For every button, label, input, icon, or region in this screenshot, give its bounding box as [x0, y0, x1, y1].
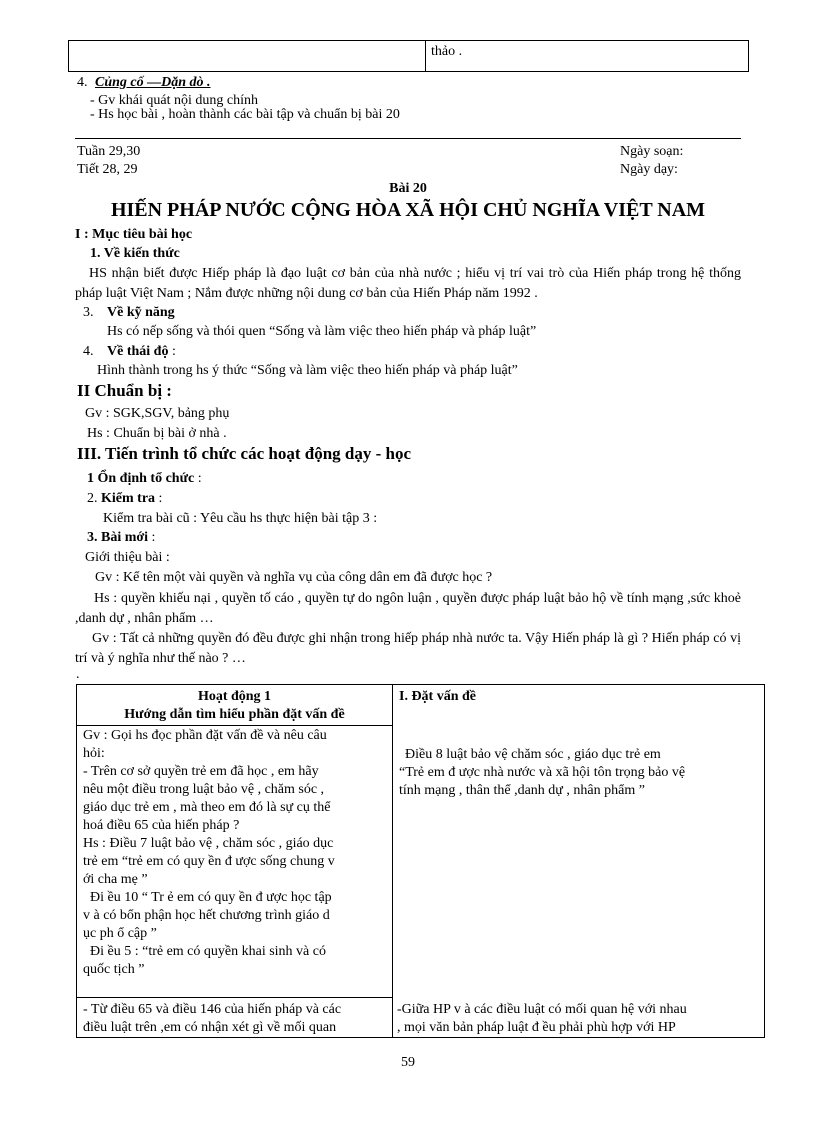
part1-heading: I : Mục tiêu bài học	[75, 227, 193, 242]
part1-s3-heading	[83, 343, 176, 361]
table-row-divider	[77, 725, 392, 726]
part2-heading: II Chuẩn bị :	[77, 381, 172, 400]
right-line: -Giữa HP v à các điều luật có mối quan hệ với nhau	[397, 1002, 687, 1017]
part2-gv: Gv : SGK,SGV, bảng phụ	[85, 406, 230, 421]
part1-s3-number: 4.	[83, 344, 94, 359]
activity-left-content	[83, 727, 386, 979]
part3-item2-text: Kiểm tra bài cũ : Yêu cầu hs thực hiện bài tập 3 :	[103, 511, 378, 526]
part1-s2-title: Về kỹ năng	[107, 305, 175, 320]
part2-hs: Hs : Chuẩn bị bài ở nhà .	[87, 426, 227, 441]
part3-item1-number: 1	[87, 471, 94, 486]
part3-item2-label: Kiểm tra	[101, 491, 156, 506]
left-line: ục ph ổ cập ”	[83, 926, 157, 941]
part3-intro: Giới thiệu bài :	[85, 550, 170, 565]
tuan-label: Tuần 29,30	[77, 144, 141, 159]
left-line: - Từ điều 65 và điều 146 của hiến pháp và các	[83, 1002, 342, 1017]
part3-item1	[87, 470, 202, 488]
page-number: 59	[401, 1055, 415, 1070]
left-line: Đi ều 10 “ Tr ẻ em có quy ền đ ược học tập	[83, 890, 332, 905]
left-line: quốc tịch ”	[83, 962, 145, 977]
activity-left-content-2	[83, 1001, 386, 1037]
activity-table	[76, 684, 765, 1038]
section4-number: 4.	[77, 75, 88, 90]
part3-item1-label: Ổn định tổ chức	[97, 471, 195, 486]
activity-title: Hoạt động 1	[197, 689, 272, 704]
left-line: Đi ều 5 : “trẻ em có quyền khai sinh và có	[83, 944, 326, 959]
lesson-number: Bài 20	[389, 181, 427, 196]
part1-s1-heading: 1. Về kiến thức	[90, 246, 180, 261]
part3-item2-colon: :	[155, 491, 163, 506]
part3-item2-number: 2.	[87, 491, 98, 506]
part3-p3: Gv : Tất cả những quyền đó đều được ghi nhận trong hiếp pháp nhà nước ta. Vậy Hiến pháp là gì ? Hiến pháp có vị trí và ý nghĩa như thế nào ? …	[75, 631, 741, 666]
part1-s1-text: HS nhận biết được Hiếp pháp là đạo luật cơ bản của nhà nước ; hiểu vị trí vai trò của Hiến pháp trong hệ thống pháp luật Việt Nam ; Nắm được những nội dung cơ bản của Hiến Pháp năm 1992 .	[75, 266, 741, 301]
table-divider	[425, 41, 426, 71]
part3-item1-colon: :	[194, 471, 202, 486]
left-line: hoá điều 65 của hiến pháp ?	[83, 818, 240, 833]
part3-item3-colon: :	[148, 530, 156, 545]
activity-subtitle: Hướng dẫn tìm hiểu phần đặt vấn đề	[124, 707, 345, 722]
part3-p1: Gv : Kể tên một vài quyền và nghĩa vụ của công dân em đã được học ?	[95, 570, 493, 585]
table-cell-text: thảo .	[431, 44, 463, 59]
section4-line-1: - Gv khái quát nội dung chính	[90, 93, 258, 108]
ngay-soan-label: Ngày soạn:	[620, 144, 684, 159]
right-line: , mọi văn bản pháp luật đ ều phải phù hợp với HP	[397, 1020, 676, 1035]
part3-heading: III. Tiến trình tổ chức các hoạt động dạy - học	[77, 444, 412, 463]
part1-s2-number: 3.	[83, 305, 94, 320]
left-line: hỏi:	[83, 746, 105, 761]
part1-s2-heading	[83, 304, 175, 322]
section4-line-2: - Hs học bài , hoàn thành các bài tập và chuẩn bị bài 20	[90, 107, 400, 122]
part1-s3-colon: :	[168, 344, 176, 359]
tiet-label: Tiết 28, 29	[77, 162, 138, 177]
right-line: Điều 8 luật bảo vệ chăm sóc , giáo dục trẻ em	[405, 747, 661, 762]
right-title: I. Đặt vấn đề	[399, 689, 477, 704]
left-line: - Trên cơ sở quyền trẻ em đã học , em hãy	[83, 764, 319, 779]
right-line: tính mạng , thân thể ,danh dự , nhân phẩm ”	[399, 783, 645, 798]
part3-item2	[87, 490, 162, 508]
section4-title: Củng cố —Dặn dò .	[95, 75, 211, 90]
lesson-title: HIẾN PHÁP NƯỚC CỘNG HÒA XÃ HỘI CHỦ NGHĨA VIỆT NAM	[110, 199, 706, 221]
right-line: “Trẻ em đ ược nhà nước và xã hội tôn trọng bảo vệ	[399, 765, 686, 780]
left-line: ới cha mẹ ”	[83, 872, 148, 887]
left-line: Hs : Điều 7 luật bảo vệ , chăm sóc , giáo dục	[83, 836, 334, 851]
activity-right-content-2	[397, 1001, 759, 1037]
left-line: trẻ em “trẻ em có quy ền đ ược sống chung v	[83, 854, 335, 869]
table-row-divider-2	[77, 997, 392, 998]
left-line: nêu một điều trong luật bảo vệ , chăm sóc ,	[83, 782, 325, 797]
left-line: v à có bổn phận học hết chương trình giáo d	[83, 908, 330, 923]
part3-item3	[87, 529, 155, 547]
ngay-day-label: Ngày dạy:	[620, 162, 678, 177]
left-line: điều luật trên ,em có nhận xét gì về mối quan	[83, 1020, 337, 1035]
part1-s3-title: Về thái độ	[107, 344, 169, 359]
left-line: giáo dục trẻ em , mà theo em đó là sự cụ thể	[83, 800, 331, 815]
section4-heading	[77, 74, 211, 92]
left-line: Gv : Gọi hs đọc phần đặt vấn đề và nêu câu	[83, 728, 327, 743]
separator-line	[75, 138, 741, 139]
part3-p2: Hs : quyền khiếu nại , quyền tố cáo , quyền tự do ngôn luận , quyền được pháp luật bảo hộ về tính mạng ,sức khoẻ ,danh dự , nhân phẩm …	[75, 591, 741, 626]
activity-right-content	[399, 746, 759, 800]
part1-s2-text: Hs có nếp sống và thói quen “Sống và làm việc theo hiến pháp và pháp luật”	[107, 324, 537, 339]
part3-dot: .	[76, 667, 80, 682]
table-column-divider	[392, 685, 393, 1037]
part1-s3-text: Hình thành trong hs ý thức “Sống và làm việc theo hiến pháp và pháp luật”	[97, 363, 518, 378]
part3-item3-label: Bài mới	[101, 530, 149, 545]
part3-item3-number: 3.	[87, 530, 98, 545]
top-table	[68, 40, 749, 72]
